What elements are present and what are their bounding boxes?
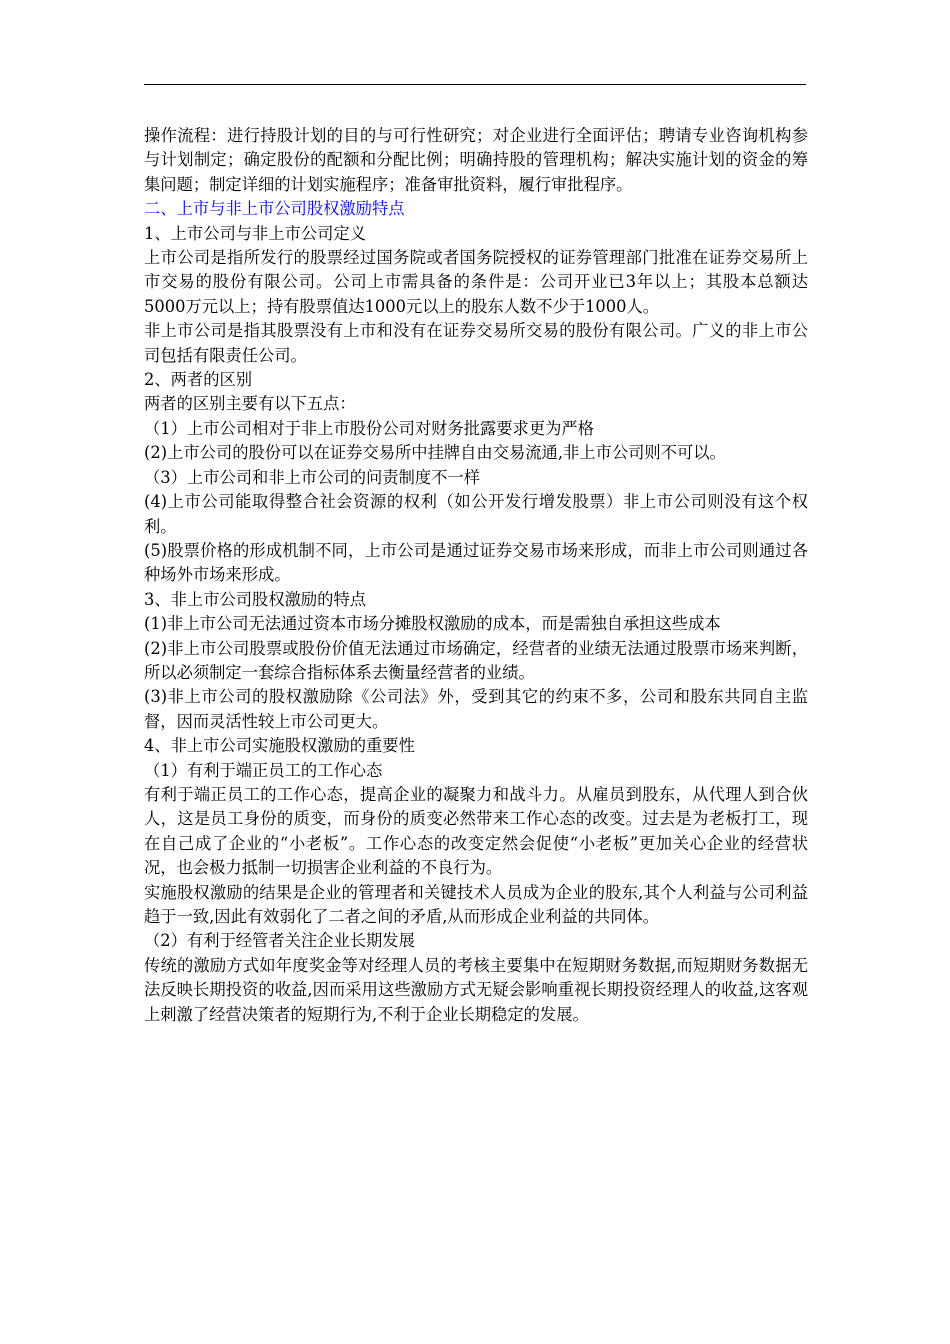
list-item: （2）有利于经管者关注企业长期发展	[144, 931, 415, 951]
list-item: （1）上市公司相对于非上市股份公司对财务批露要求更为严格	[144, 418, 594, 438]
subheading: 1、上市公司与非上市公司定义	[144, 223, 367, 243]
list-item: (4)上市公司能取得整合社会资源的权利（如公开发行增发股票）非上市公司则没有这个权利。	[144, 492, 808, 536]
paragraph: 传统的激励方式如年度奖金等对经理人员的考核主要集中在短期财务数据,而短期财务数据无法反映长期投资的收益,因而采用这些激励方式无疑会影响重视长期投资经理人的收益,这客观上刺激了经营决策者的短期行为,不利于企业长期稳定的发展。	[144, 955, 808, 1024]
paragraph: 上市公司是指所发行的股票经过国务院或者国务院授权的证券管理部门批准在证券交易所上市交易的股份有限公司。公司上市需具备的条件是：公司开业已3年以上；其股本总额达5000万元以上；持有股票值达1000元以上的股东人数不少于1000人。	[144, 248, 808, 316]
paragraph: 有利于端正员工的工作心态，提高企业的凝聚力和战斗力。从雇员到股东，从代理人到合伙人，这是员工身份的质变，而身份的质变必然带来工作心态的改变。过去是为老板打工，现在自己成了企业的“小老板”。工作心态的改变定然会促使“小老板”更加关心企业的经营状况，也会极力抵制一切损害企业利益的不良行为。	[144, 784, 808, 878]
paragraph-operation-process: 操作流程：进行持股计划的目的与可行性研究；对企业进行全面评估；聘请专业咨询机构参与计划制定；确定股份的配额和分配比例；明确持股的管理机构；解决实施计划的资金的筹集问题；制定详细的计划实施程序；准备审批资料，履行审批程序。	[144, 126, 808, 194]
paragraph: 实施股权激励的结果是企业的管理者和关键技术人员成为企业的股东,其个人利益与公司利益趋于一致,因此有效弱化了二者之间的矛盾,从而形成企业利益的共同体。	[144, 882, 808, 926]
list-item: (2)非上市公司股票或股份价值无法通过市场确定，经营者的业绩无法通过股票市场来判断，所以必须制定一套综合指标体系去衡量经营者的业绩。	[144, 638, 808, 682]
paragraph: 非上市公司是指其股票没有上市和没有在证券交易所交易的股份有限公司。广义的非上市公司包括有限责任公司。	[144, 321, 808, 365]
document-body	[144, 124, 808, 1027]
header-rule	[144, 84, 806, 85]
list-item: （3）上市公司和非上市公司的问责制度不一样	[144, 467, 480, 487]
list-item: (2)上市公司的股份可以在证券交易所中挂牌自由交易流通,非上市公司则不可以。	[144, 443, 726, 463]
list-item: (5)股票价格的形成机制不同，上市公司是通过证券交易市场来形成，而非上市公司则通过各种场外市场来形成。	[144, 540, 808, 585]
subheading: 4、非上市公司实施股权激励的重要性	[144, 736, 415, 756]
list-item: (3)非上市公司的股权激励除《公司法》外，受到其它的约束不多，公司和股东共同自主监督，因而灵活性较上市公司更大。	[144, 687, 808, 731]
subheading: 3、非上市公司股权激励的特点	[144, 589, 367, 609]
section-heading: 二、上市与非上市公司股权激励特点	[144, 199, 405, 219]
paragraph: 两者的区别主要有以下五点：	[144, 394, 356, 414]
list-item: (1)非上市公司无法通过资本市场分摊股权激励的成本，而是需独自承担这些成本	[144, 614, 721, 634]
list-item: （1）有利于端正员工的工作心态	[144, 760, 383, 780]
subheading: 2、两者的区别	[144, 370, 253, 390]
